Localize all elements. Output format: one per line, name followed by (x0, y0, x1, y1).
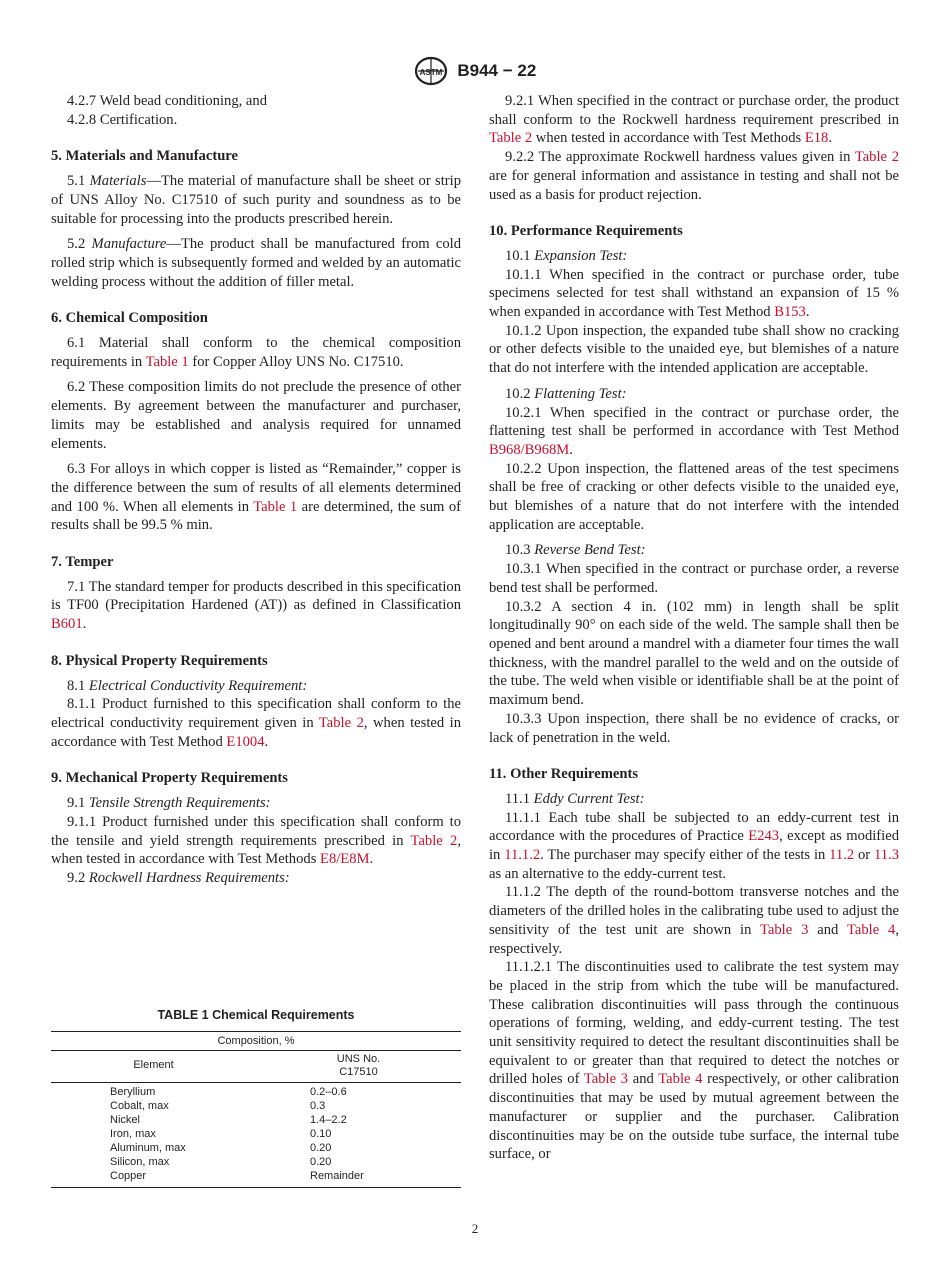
link-table-2[interactable]: Table 2 (318, 714, 364, 731)
astm-logo-icon (414, 56, 448, 86)
table-1-caption: TABLE 1 Chemical Requirements (157, 1008, 355, 1022)
para-9-2: 9.2 Rockwell Hardness Requirements: (67, 869, 290, 886)
para-10-3-3: 10.3.3 Upon inspection, there shall be no evidence of cracks, or lack of penetration in the weld. (489, 710, 899, 746)
table-row: Silicon, max 0.20 (110, 1156, 332, 1169)
para-7-1: 7.1 The standard temper for products described in this specification is TF00 (Precipitation Hardened (AT)) as defined in Classification B601. (51, 578, 461, 633)
section-8-title: 8. Physical Property Requirements (51, 652, 268, 669)
link-b601[interactable]: B601 (51, 616, 83, 633)
table-row: Copper Remainder (51, 1170, 461, 1188)
link-table-3[interactable]: Table 3 (583, 1071, 629, 1088)
para-5-1: 5.1 Materials—The material of manufacture shall be sheet or strip of UNS Alloy No. C17510 of such purity and soundness as to be suitable for processing into the products prescribed herein. (51, 173, 461, 227)
para-10-3-2: 10.3.2 A section 4 in. (102 mm) in length shall be split longitudinally 90° on each side of the weld. The sample shall then be opened and bent around a mandrel with a diameter four times the wall thickness, with the mandrel parallel to the weld and on the outside of the tube. The weld when visible or identifiable shall be at the point of maximum bend. (489, 598, 899, 709)
para-11-1-2-1: 11.1.2.1 The discontinuities used to calibrate the test system may be placed in the strip from which the tube will be manufactured. These calibration discontinuities will pass through the continuous operations of forming, welding, and eddy-current testing. The test unit sensitivity required to detect the resultant discontinuities shall be equivalent to or greater than that required to detect the notches or drilled holes of Table 3 and Table 4 respectively, or other calibration discontinuities that may be used by mutual agreement between the manufacturer or supplier and the purchaser. Calibration discontinuities may be on the outside tube surface, the internal tube surface, or (489, 959, 900, 1163)
item-4-2-7: 4.2.7 Weld bead conditioning, and (67, 93, 267, 109)
right-column (489, 92, 899, 1164)
logo-text: ASTM (419, 68, 443, 77)
para-6-2: 6.2 These composition limits do not preclude the presence of other elements. By agreement between the manufacturer and purchaser, limits may be established and analysis required for unnamed elements. (51, 379, 461, 452)
section-6-title: 6. Chemical Composition (51, 310, 208, 327)
para-10-2-1: 10.2.1 When specified in the contract or purchase order, the flattening test shall be performed in accordance with Test Method B968/B968M. (489, 404, 899, 458)
para-9-1: 9.1 Tensile Strength Requirements: (67, 795, 271, 812)
para-11-1: 11.1 Eddy Current Test: (505, 790, 645, 807)
link-table-3[interactable]: Table 3 (760, 921, 809, 938)
link-table-1[interactable]: Table 1 (145, 353, 189, 370)
table-row: Beryllium 0.2–0.6 (110, 1086, 347, 1099)
link-b968[interactable]: B968/B968M (489, 441, 570, 458)
para-10-2: 10.2 Flattening Test: (505, 385, 627, 402)
link-table-2[interactable]: Table 2 (854, 149, 899, 166)
left-column (51, 92, 461, 888)
para-8-1: 8.1 Electrical Conductivity Requirement: (67, 677, 308, 694)
para-10-1-2: 10.1.2 Upon inspection, the expanded tube shall show no cracking or other defects visible to the unaided eye, but blemishes of a nature that do not interfere with the intended application are acceptable. (489, 322, 899, 377)
link-11-1-2[interactable]: 11.1.2 (504, 847, 541, 864)
table-row: Nickel 1.4–2.2 (110, 1114, 347, 1127)
table-row: Cobalt, max 0.3 (110, 1100, 326, 1113)
para-8-1-1: 8.1.1 Product furnished to this specification shall conform to the electrical conductivity requirement given in Table 2, when tested in accordance with Test Method E1004. (51, 696, 461, 750)
section-10-title: 10. Performance Requirements (489, 223, 683, 240)
para-11-1-2: 11.1.2 The depth of the round-bottom transverse notches and the diameters of the drilled holes in the calibrating tube used to adjust the sensitivity of the test unit are shown in Table 3 and Table 4, respectively. (489, 884, 900, 957)
page-header (0, 56, 950, 86)
chemical-requirements-table (51, 1031, 461, 1188)
composition-header: Composition, % (51, 1031, 461, 1050)
para-9-1-1: 9.1.1 Product furnished under this specification shall conform to the tensile and yield strength requirements prescribed in Table 2, when tested in accordance with Test Methods E8/E8M. (51, 813, 461, 868)
para-10-1: 10.1 Expansion Test: (505, 247, 628, 264)
link-e243[interactable]: E243 (748, 828, 780, 845)
para-11-1-1: 11.1.1 Each tube shall be subjected to an eddy-current test in accordance with the procedures of Practice E243, except as modified in 11.1.2. The purchaser may specify either of the tests in 11.2 or 11.3 as an alternative to the eddy-current test. (489, 809, 899, 882)
para-9-2-1: 9.2.1 When specified in the contract or purchase order, the product shall conform to the Rockwell hardness requirement prescribed in Table 2 when tested in accordance with Test Methods E18. (489, 93, 899, 147)
para-10-2-2: 10.2.2 Upon inspection, the flattened areas of the test specimens shall be free of cracking or other defects visible to the unaided eye, but blemishes of a nature that do not interfere with the intended application are acceptable. (489, 460, 899, 533)
link-e1004[interactable]: E1004 (226, 733, 265, 750)
table-row: Iron, max 0.10 (110, 1128, 332, 1141)
link-11-3[interactable]: 11.3 (874, 847, 899, 864)
table-1 (51, 1006, 461, 1188)
link-table-2[interactable]: Table 2 (489, 130, 533, 147)
para-9-2-2: 9.2.2 The approximate Rockwell hardness values given in Table 2 are for general information and assistance in testing and shall not be used as a basis for product rejection. (489, 149, 899, 203)
para-6-3: 6.3 For alloys in which copper is listed as “Remainder,” copper is the difference between the sum of results of all elements determined and 100 %. When all elements in Table 1 are determined, the sum of results shall be 99.5 % min. (51, 461, 461, 534)
link-11-2[interactable]: 11.2 (829, 847, 855, 864)
link-b153[interactable]: B153 (774, 304, 806, 321)
section-5-title: 5. Materials and Manufacture (51, 148, 238, 165)
section-11-title: 11. Other Requirements (489, 766, 639, 783)
element-header: Element (51, 1050, 256, 1082)
item-4-2-8: 4.2.8 Certification. (67, 111, 178, 128)
link-table-4[interactable]: Table 4 (846, 921, 896, 938)
link-e8-e8m[interactable]: E8/E8M (320, 851, 370, 868)
para-10-3: 10.3 Reverse Bend Test: (505, 542, 646, 559)
section-7-title: 7. Temper (51, 554, 114, 571)
para-10-1-1: 10.1.1 When specified in the contract or purchase order, tube specimens selected for test shall withstand an expansion of 15 % when expanded in accordance with Test Method B153. (489, 266, 899, 321)
link-table-2[interactable]: Table 2 (410, 832, 458, 849)
uns-header: UNS No. C17510 (256, 1050, 461, 1082)
link-e18[interactable]: E18 (804, 130, 829, 147)
page-number: 2 (471, 1221, 479, 1236)
section-9-title: 9. Mechanical Property Requirements (51, 770, 288, 787)
para-10-3-1: 10.3.1 When specified in the contract or purchase order, a reverse bend test shall be performed. (489, 561, 899, 596)
para-6-1: 6.1 Material shall conform to the chemical composition requirements in Table 1 for Copper Alloy UNS No. C17510. (51, 335, 461, 370)
document-designation: B944 − 22 (457, 60, 537, 80)
link-table-1[interactable]: Table 1 (253, 498, 298, 515)
link-table-4[interactable]: Table 4 (658, 1071, 703, 1088)
para-5-2: 5.2 Manufacture—The product shall be manufactured from cold rolled strip which is subsequently formed and welded by an automatic welding process without the addition of filler metal. (51, 236, 461, 290)
table-row: Aluminum, max 0.20 (110, 1142, 332, 1155)
